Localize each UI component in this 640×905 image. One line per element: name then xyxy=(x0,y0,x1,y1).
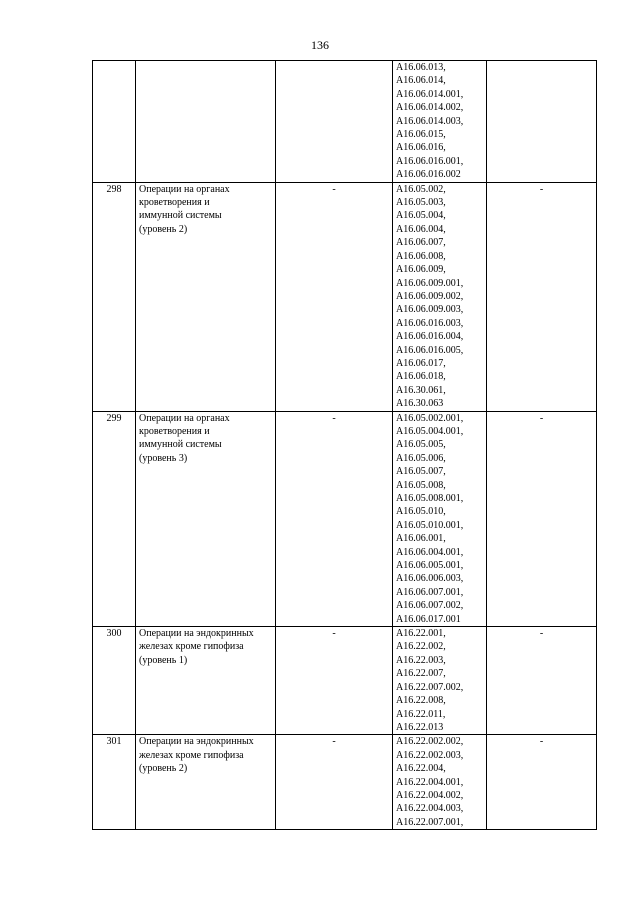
service-code: А16.06.001, xyxy=(396,533,446,545)
service-code: А16.06.016.004, xyxy=(396,331,464,343)
service-code: А16.06.008, xyxy=(396,250,446,262)
name-line: Операции на органах xyxy=(139,412,230,424)
service-codes-cell xyxy=(393,627,487,735)
row-number: 299 xyxy=(93,411,136,627)
service-code: А16.22.004, xyxy=(396,763,446,775)
service-code: А16.06.013, xyxy=(396,62,446,73)
service-code: А16.06.005.001, xyxy=(396,560,464,572)
service-codes-cell xyxy=(393,61,487,183)
service-code: А16.22.008, xyxy=(396,695,446,707)
service-code: А16.22.013 xyxy=(396,721,444,733)
diagnosis-codes-cell: - xyxy=(276,627,393,735)
service-code: А16.22.007.001, xyxy=(396,816,464,828)
table-body xyxy=(93,61,597,830)
procedure-group-name xyxy=(136,61,276,183)
name-line: (уровень 2) xyxy=(139,223,188,235)
procedure-group-name xyxy=(136,627,276,735)
service-code: А16.05.005, xyxy=(396,439,446,451)
procedure-group-name xyxy=(136,735,276,830)
procedure-group-name xyxy=(136,411,276,627)
diagnosis-codes-cell: - xyxy=(276,182,393,411)
name-line: Операции на органах xyxy=(139,183,230,195)
service-code: А16.22.002.003, xyxy=(396,749,464,761)
name-line: (уровень 1) xyxy=(139,654,188,666)
service-code: А16.22.004.003, xyxy=(396,803,464,815)
service-code: А16.06.006.003, xyxy=(396,573,464,585)
diagnosis-codes-cell xyxy=(276,61,393,183)
service-code: А16.05.004.001, xyxy=(396,425,464,437)
diagnosis-codes-cell: - xyxy=(276,411,393,627)
service-code: А16.05.008.001, xyxy=(396,493,464,504)
service-code: А16.05.006, xyxy=(396,452,446,464)
service-code: А16.05.007, xyxy=(396,466,446,478)
service-codes-cell xyxy=(393,411,487,627)
service-code: А16.06.014.002, xyxy=(396,102,464,114)
service-code: А16.06.016.001, xyxy=(396,155,464,167)
service-code: А16.05.010, xyxy=(396,506,446,518)
service-code: А16.22.002, xyxy=(396,641,446,653)
service-code: А16.06.009.002, xyxy=(396,290,464,302)
table-row xyxy=(93,411,597,627)
service-codes-cell xyxy=(393,182,487,411)
procedure-group-name xyxy=(136,182,276,411)
other-criteria-cell xyxy=(487,61,597,183)
name-line: Операции на эндокринных xyxy=(139,628,254,640)
service-code: А16.05.002.001, xyxy=(396,412,464,424)
table-row xyxy=(93,61,597,183)
service-code: А16.06.004.001, xyxy=(396,546,464,558)
other-criteria-cell: - xyxy=(487,627,597,735)
service-code: А16.05.003, xyxy=(396,197,446,209)
service-code: А16.05.010.001, xyxy=(396,519,464,531)
service-code: А16.22.011, xyxy=(396,708,446,720)
service-code: А16.06.018, xyxy=(396,371,446,383)
name-line: иммунной системы xyxy=(139,439,222,451)
row-number: 301 xyxy=(93,735,136,830)
name-line: железах кроме гипофиза xyxy=(139,749,244,761)
service-code: А16.22.004.001, xyxy=(396,776,464,788)
service-code: А16.05.008, xyxy=(396,479,446,491)
service-code: А16.22.007.002, xyxy=(396,681,464,693)
service-code: А16.06.016.003, xyxy=(396,317,464,329)
service-code: А16.05.004, xyxy=(396,210,446,222)
name-line: иммунной системы xyxy=(139,210,222,222)
service-code: А16.30.061, xyxy=(396,384,446,396)
service-code: А16.22.004.002, xyxy=(396,789,464,801)
table-row xyxy=(93,735,597,830)
service-code: А16.06.009, xyxy=(396,264,446,276)
other-criteria-cell: - xyxy=(487,735,597,830)
service-code: А16.06.017.001 xyxy=(396,613,461,625)
page-number: 136 xyxy=(311,38,329,52)
row-number xyxy=(93,61,136,183)
name-line: Операции на эндокринных xyxy=(139,736,254,748)
row-number: 298 xyxy=(93,182,136,411)
table-row xyxy=(93,627,597,735)
service-code: А16.06.004, xyxy=(396,223,446,235)
service-code: А16.06.014.003, xyxy=(396,115,464,127)
service-code: А16.06.014, xyxy=(396,75,446,87)
service-code: А16.22.001, xyxy=(396,628,446,640)
service-code: А16.22.003, xyxy=(396,654,446,666)
service-code: А16.06.016.005, xyxy=(396,344,464,356)
service-code: А16.06.009.001, xyxy=(396,277,464,289)
service-code: А16.06.007.001, xyxy=(396,586,464,598)
other-criteria-cell: - xyxy=(487,182,597,411)
name-line: (уровень 2) xyxy=(139,763,188,775)
service-code: А16.06.016.002 xyxy=(396,169,461,181)
service-code: А16.06.015, xyxy=(396,129,446,141)
table-row xyxy=(93,182,597,411)
service-code: А16.06.007.002, xyxy=(396,600,464,612)
service-code: А16.30.063 xyxy=(396,398,444,410)
name-line: (уровень 3) xyxy=(139,452,188,464)
other-criteria-cell: - xyxy=(487,411,597,627)
procedures-table xyxy=(92,60,597,830)
service-codes-cell xyxy=(393,735,487,830)
row-number: 300 xyxy=(93,627,136,735)
name-line: железах кроме гипофиза xyxy=(139,641,244,653)
service-code: А16.06.017, xyxy=(396,357,446,369)
service-code: А16.06.014.001, xyxy=(396,88,464,100)
service-code: А16.22.007, xyxy=(396,668,446,680)
service-code: А16.06.007, xyxy=(396,237,446,249)
diagnosis-codes-cell: - xyxy=(276,735,393,830)
name-line: кроветворения и xyxy=(139,197,210,209)
service-code: А16.22.002.002, xyxy=(396,736,464,748)
name-line: кроветворения и xyxy=(139,425,210,437)
service-code: А16.06.016, xyxy=(396,142,446,154)
service-code: А16.06.009.003, xyxy=(396,304,464,316)
service-code: А16.05.002, xyxy=(396,183,446,195)
